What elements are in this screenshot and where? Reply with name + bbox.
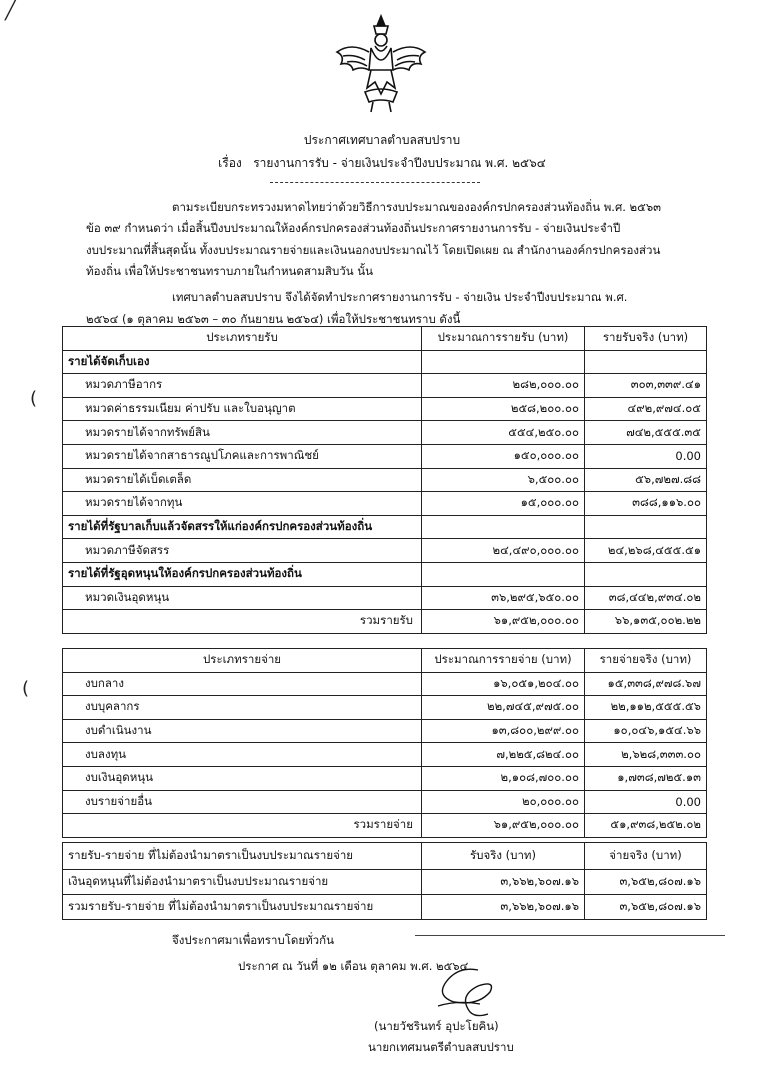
row-actual: ๒๒,๑๑๒,๕๕๕.๕๖: [585, 696, 707, 720]
row-estimate: ๒๕๘,๒๐๐.๐๐: [422, 397, 585, 421]
row-actual: ๒๔,๒๖๘,๔๕๕.๕๑: [585, 539, 707, 563]
income-col-type: ประเภทรายรับ: [63, 327, 422, 351]
nonbudget-total-label: รวมรายรับ-รายจ่าย ที่ไม่ต้องนำมาตราเป็นงบประมาณรายจ่าย: [63, 895, 422, 920]
table-row: [63, 397, 707, 421]
row-label: งบรายจ่ายอื่น: [63, 790, 422, 814]
expense-table: [62, 648, 707, 838]
row-actual: 0.00: [585, 790, 707, 814]
nonbudget-total-received: ๓,๖๖๒,๖๐๗.๑๖: [422, 895, 585, 920]
row-actual: ๗๔๒,๕๕๕.๓๕: [585, 421, 707, 445]
expense-total-actual: ๕๑,๙๓๘,๒๕๒.๐๒: [585, 814, 707, 838]
expense-total-label: รวมรายจ่าย: [63, 814, 422, 838]
row-actual: ๓๐๓,๓๓๙.๔๑: [585, 374, 707, 398]
expense-col-actual: รายจ่ายจริง (บาท): [585, 649, 707, 673]
nonbudget-col-type: รายรับ-รายจ่าย ที่ไม่ต้องนำมาตราเป็นงบประมาณรายจ่าย: [63, 843, 422, 870]
announce-line: จึงประกาศมาเพื่อทราบโดยทั่วกัน: [172, 933, 334, 947]
paragraph-1-line-4: ท้องถิ่น เพื่อให้ประชาชนทราบภายในกำหนดสามสิบวัน นั้น: [86, 264, 373, 278]
row-estimate: ๑๖,๐๕๑,๒๐๔.๐๐: [422, 672, 585, 696]
nonbudget-col-paid: จ่ายจริง (บาท): [585, 843, 707, 870]
row-label: งบดำเนินงาน: [63, 719, 422, 743]
row-estimate: ๒๐,๐๐๐.๐๐: [422, 790, 585, 814]
paragraph-2-line-2: ๒๕๖๔ (๑ ตุลาคม ๒๕๖๓ – ๓๐ กันยายน ๒๕๖๔) เพื่อให้ประชาชนทราบ ดังนี้: [86, 312, 461, 326]
row-actual: ๓๘,๔๔๒,๙๓๔.๐๒: [585, 586, 707, 610]
row-paid: ๓,๖๕๒,๘๐๗.๑๖: [585, 870, 707, 895]
table-row: [63, 766, 707, 790]
document-heading: ประกาศเทศบาลตำบลสบปราบ: [303, 133, 461, 147]
margin-mark: (: [30, 388, 38, 409]
row-estimate: ๒๒,๗๔๕,๙๗๕.๐๐: [422, 696, 585, 720]
income-total-estimate: ๖๑,๙๕๒,๐๐๐.๐๐: [422, 610, 585, 634]
signer-title: นายกเทศมนตรีตำบลสบปราบ: [368, 1040, 514, 1054]
row-estimate: ๑๕,๐๐๐.๐๐: [422, 492, 585, 516]
table-row: [63, 790, 707, 814]
paragraph-1-line-1: ตามระเบียบกระทรวงมหาดไทยว่าด้วยวิธีการงบประมาณขององค์กรปกครองส่วนท้องถิ่น พ.ศ. ๒๕๖๓: [172, 200, 661, 214]
table-row: [63, 870, 707, 895]
income-total-actual: ๖๖,๑๓๕,๐๐๒.๒๒: [585, 610, 707, 634]
expense-total-estimate: ๖๑,๙๕๒,๐๐๐.๐๐: [422, 814, 585, 838]
table-row: [63, 743, 707, 767]
row-label: หมวดรายได้เบ็ดเตล็ด: [63, 468, 422, 492]
row-actual: 0.00: [585, 444, 707, 468]
income-total-row: [63, 610, 707, 634]
heading-divider: [270, 182, 480, 183]
row-estimate: ๒๔,๔๙๐,๐๐๐.๐๐: [422, 539, 585, 563]
nonbudget-col-received: รับจริง (บาท): [422, 843, 585, 870]
row-estimate: ๓๖,๒๙๕,๖๕๐.๐๐: [422, 586, 585, 610]
row-estimate: ๕๕๔,๒๕๐.๐๐: [422, 421, 585, 445]
corner-mark: ╱: [5, 0, 16, 21]
row-label: หมวดภาษีอากร: [63, 374, 422, 398]
row-label: เงินอุดหนุนที่ไม่ต้องนำมาตราเป็นงบประมาณรายจ่าย: [63, 870, 422, 895]
row-label: หมวดรายได้จากทรัพย์สิน: [63, 421, 422, 445]
divider-line: [415, 935, 725, 936]
income-table: [62, 326, 707, 634]
row-label: งบกลาง: [63, 672, 422, 696]
nonbudget-total-paid: ๓,๖๕๒,๘๐๗.๑๖: [585, 895, 707, 920]
row-estimate: ๑๕๐,๐๐๐.๐๐: [422, 444, 585, 468]
expense-col-type: ประเภทรายจ่าย: [63, 649, 422, 673]
table-row: [63, 468, 707, 492]
paragraph-1-line-2: ข้อ ๓๙ กำหนดว่า เมื่อสิ้นปีงบประมาณให้องค์กรปกครองส่วนท้องถิ่นประกาศรายงานการรับ - จ่ายเงินประจำปี: [86, 221, 621, 235]
garuda-emblem-icon: [331, 12, 431, 117]
row-actual: ๔๙๒,๙๗๔.๐๕: [585, 397, 707, 421]
row-label: หมวดรายได้จากสาธารณูปโภคและการพาณิชย์: [63, 444, 422, 468]
income-col-estimate: ประมาณการรายรับ (บาท): [422, 327, 585, 351]
income-header-row: [63, 327, 707, 351]
row-estimate: ๗,๒๒๕,๘๒๔.๐๐: [422, 743, 585, 767]
table-row: [63, 374, 707, 398]
income-total-label: รวมรายรับ: [63, 610, 422, 634]
row-actual: ๑,๗๓๘,๗๒๕.๑๓: [585, 766, 707, 790]
subject-text: รายงานการรับ - จ่ายเงินประจำปีงบประมาณ พ.ศ. ๒๕๖๔: [253, 156, 546, 170]
income-col-actual: รายรับจริง (บาท): [585, 327, 707, 351]
income-section-label: รายได้ที่รัฐอุดหนุนให้องค์กรปกครองส่วนท้องถิ่น: [63, 562, 422, 586]
row-actual: ๓๘๘,๑๑๖.๐๐: [585, 492, 707, 516]
table-row: [63, 696, 707, 720]
table-row: [63, 539, 707, 563]
document-subject-line: [0, 154, 764, 173]
row-received: ๓,๖๖๒,๖๐๗.๑๖: [422, 870, 585, 895]
paragraph-1-line-3: งบประมาณที่สิ้นสุดนั้น ทั้งงบประมาณรายจ่ายและเงินนอกงบประมาณไว้ โดยเปิดเผย ณ สำนักงานองค์กรปกครองส่วน: [86, 243, 661, 257]
row-estimate: ๑๓,๘๐๐,๒๙๙.๐๐: [422, 719, 585, 743]
date-line: ประกาศ ณ วันที่ ๑๒ เดือน ตุลาคม พ.ศ. ๒๕๖๔: [238, 959, 469, 973]
row-actual: ๕๖,๗๒๗.๘๘: [585, 468, 707, 492]
table-row: [63, 444, 707, 468]
income-section-row: [63, 515, 707, 539]
row-label: งบบุคลากร: [63, 696, 422, 720]
row-label: หมวดค่าธรรมเนียม ค่าปรับ และใบอนุญาต: [63, 397, 422, 421]
signer-name: (นายวัชรินทร์ อุปะโยคิน): [374, 1019, 499, 1033]
table-row: [63, 586, 707, 610]
income-section-row: [63, 562, 707, 586]
income-section-label: รายได้จัดเก็บเอง: [63, 350, 422, 374]
table-row: [63, 719, 707, 743]
row-estimate: ๒๘๒,๐๐๐.๐๐: [422, 374, 585, 398]
nonbudget-header-row: [63, 843, 707, 870]
paragraph-2-line-1: เทศบาลตำบลสบปราบ จึงได้จัดทำประกาศรายงานการรับ - จ่ายเงิน ประจำปีงบประมาณ พ.ศ.: [172, 290, 628, 304]
row-label: งบเงินอุดหนุน: [63, 766, 422, 790]
row-label: หมวดรายได้จากทุน: [63, 492, 422, 516]
table-row: [63, 492, 707, 516]
nonbudget-total-row: [63, 895, 707, 920]
expense-header-row: [63, 649, 707, 673]
subject-label: เรื่อง: [218, 156, 242, 170]
row-estimate: ๖,๕๐๐.๐๐: [422, 468, 585, 492]
expense-total-row: [63, 814, 707, 838]
row-actual: ๑๐,๐๔๖,๑๕๔.๖๖: [585, 719, 707, 743]
row-label: หมวดภาษีจัดสรร: [63, 539, 422, 563]
row-actual: ๑๕,๓๓๘,๙๗๘.๖๗: [585, 672, 707, 696]
table-row: [63, 421, 707, 445]
income-section-row: [63, 350, 707, 374]
income-section-label: รายได้ที่รัฐบาลเก็บแล้วจัดสรรให้แก่องค์กรปกครองส่วนท้องถิ่น: [63, 515, 422, 539]
row-label: งบลงทุน: [63, 743, 422, 767]
margin-mark: (: [22, 678, 30, 699]
row-estimate: ๒,๑๐๘,๗๐๐.๐๐: [422, 766, 585, 790]
table-row: [63, 672, 707, 696]
nonbudget-table: [62, 842, 707, 920]
row-label: หมวดเงินอุดหนุน: [63, 586, 422, 610]
expense-col-estimate: ประมาณการรายจ่าย (บาท): [422, 649, 585, 673]
row-actual: ๒,๖๒๘,๓๓๓.๐๐: [585, 743, 707, 767]
